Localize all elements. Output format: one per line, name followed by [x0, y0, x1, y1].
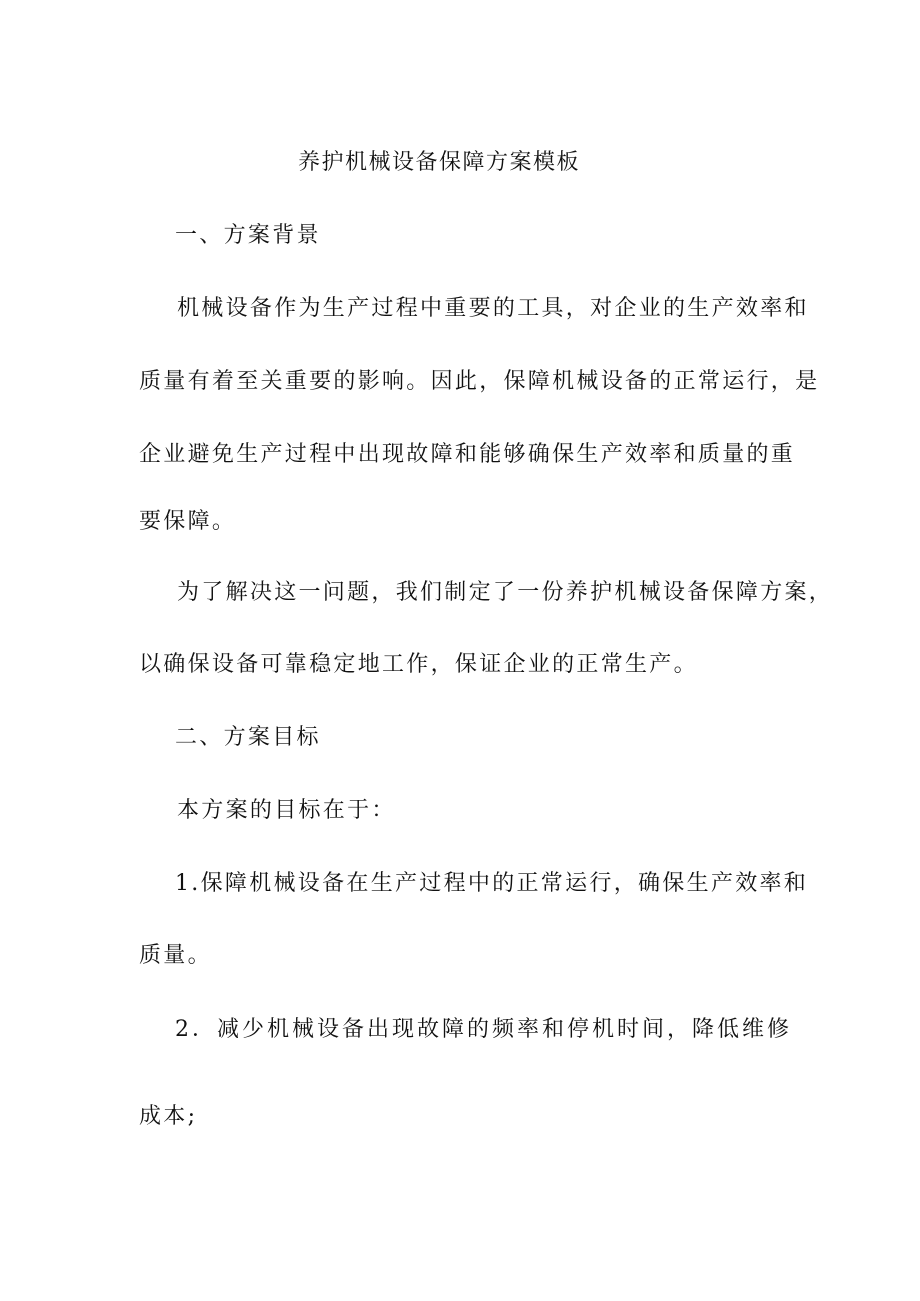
paragraph-line: 以确保设备可靠稳定地工作，保证企业的正常生产。: [139, 652, 698, 677]
paragraph-line: 要保障。: [139, 509, 237, 534]
section-heading-background: 一、方案背景: [175, 223, 321, 248]
document-title: 养护机械设备保障方案模板: [298, 150, 581, 175]
paragraph-line: 本方案的目标在于：: [177, 798, 396, 823]
paragraph-line: 质量有着至关重要的影响。因此，保障机械设备的正常运行，是: [139, 369, 820, 394]
list-item-line: 1.保障机械设备在生产过程中的正常运行，确保生产效率和: [175, 871, 809, 896]
list-item-line: 成本;: [139, 1104, 198, 1129]
section-heading-goals: 二、方案目标: [175, 725, 321, 750]
paragraph-line: 为了解决这一问题，我们制定了一份养护机械设备保障方案，: [177, 580, 834, 605]
paragraph-line: 机械设备作为生产过程中重要的工具，对企业的生产效率和: [177, 296, 809, 321]
list-item-line: 质量。: [139, 943, 212, 968]
list-item-line: 2．减少机械设备出现故障的频率和停机时间，降低维修: [175, 1017, 792, 1042]
paragraph-line: 企业避免生产过程中出现故障和能够确保生产效率和质量的重: [139, 442, 796, 467]
